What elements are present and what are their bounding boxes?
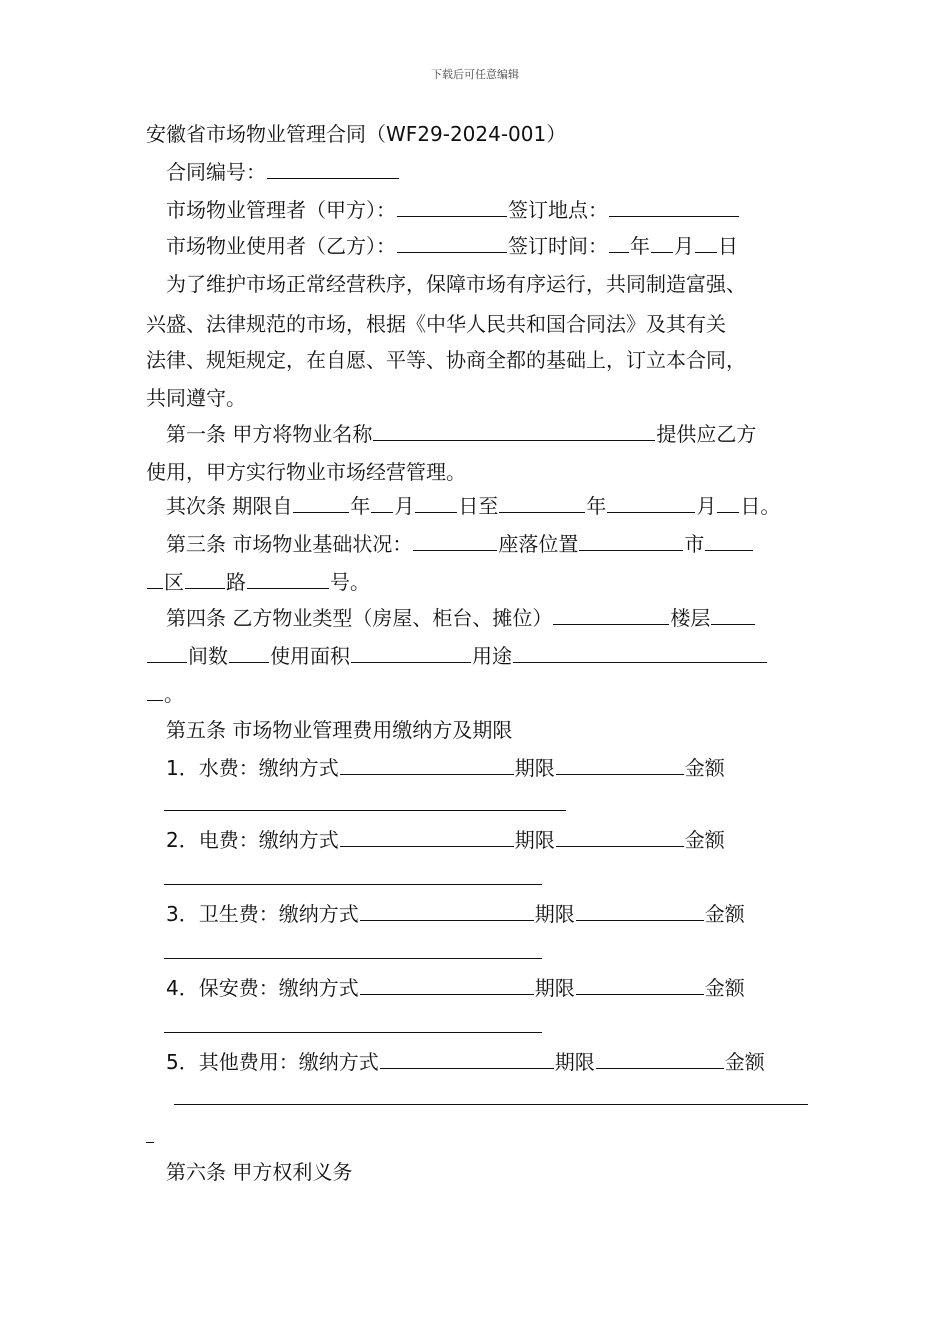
fee-sanitation-amount-blank bbox=[164, 958, 542, 959]
article-2-line: 其次条 期限自 年 月 日至 年 月 日。 bbox=[166, 494, 781, 518]
fee-electric-line: 2．电费：缴纳方式 期限 金额 bbox=[166, 828, 725, 852]
article-4-line-1: 第四条 乙方物业类型（房屋、柜台、摊位） 楼层 bbox=[166, 604, 756, 632]
fee-other-amount-blank-cont bbox=[146, 1142, 154, 1143]
page-header: 下载后可任意编辑 bbox=[431, 68, 519, 81]
fee-sanitation-line: 3．卫生费：缴纳方式 期限 金额 bbox=[166, 902, 745, 926]
property-name-blank bbox=[373, 420, 655, 441]
article-6-title: 第六条 甲方权利义务 bbox=[166, 1160, 353, 1184]
intro-line-4: 共同遵守。 bbox=[146, 386, 246, 410]
article-5-title: 第五条 市场物业管理费用缴纳方及期限 bbox=[166, 718, 513, 742]
article-4-line-3: 。 bbox=[146, 680, 184, 708]
sign-place-blank bbox=[609, 196, 739, 217]
article-1-line-1: 第一条 甲方将物业名称 提供应乙方 bbox=[166, 422, 757, 446]
fee-other-amount-blank bbox=[174, 1104, 808, 1105]
fee-electric-amount-blank bbox=[164, 884, 542, 885]
party-b-line: 市场物业使用者（乙方）： 签订时间： 年 月 日 bbox=[166, 234, 738, 258]
fee-water-amount-blank bbox=[164, 810, 566, 811]
intro-line-1: 为了维护市场正常经营秩序，保障市场有序运行，共同制造富强、 bbox=[166, 272, 746, 296]
intro-line-3: 法律、规矩规定，在自愿、平等、协商全都的基础上，订立本合同， bbox=[146, 348, 746, 372]
party-b-blank bbox=[397, 232, 507, 253]
article-3-line-1: 第三条 市场物业基础状况： 座落位置 市 bbox=[166, 530, 754, 558]
intro-line-2: 兴盛、法律规范的市场，根据《中华人民共和国合同法》及其有关 bbox=[146, 312, 726, 336]
fee-other-line: 5．其他费用：缴纳方式 期限 金额 bbox=[166, 1050, 765, 1074]
fee-security-amount-blank bbox=[164, 1032, 542, 1033]
contract-number-blank bbox=[267, 158, 399, 179]
fee-security-line: 4．保安费：缴纳方式 期限 金额 bbox=[166, 976, 745, 1000]
article-4-line-2: 间数 使用面积 用途 bbox=[146, 642, 768, 670]
contract-number-line: 合同编号： bbox=[166, 158, 400, 186]
contract-title: 安徽省市场物业管理合同（WF29-2024-001） bbox=[146, 122, 567, 146]
party-a-line: 市场物业管理者（甲方）： 签订地点： bbox=[166, 196, 740, 224]
fee-water-line: 1．水费：缴纳方式 期限 金额 bbox=[166, 756, 725, 780]
article-3-line-2: 区 路 号。 bbox=[146, 568, 370, 596]
article-1-line-2: 使用，甲方实行物业市场经营管理。 bbox=[146, 460, 466, 484]
party-a-blank bbox=[397, 196, 507, 217]
